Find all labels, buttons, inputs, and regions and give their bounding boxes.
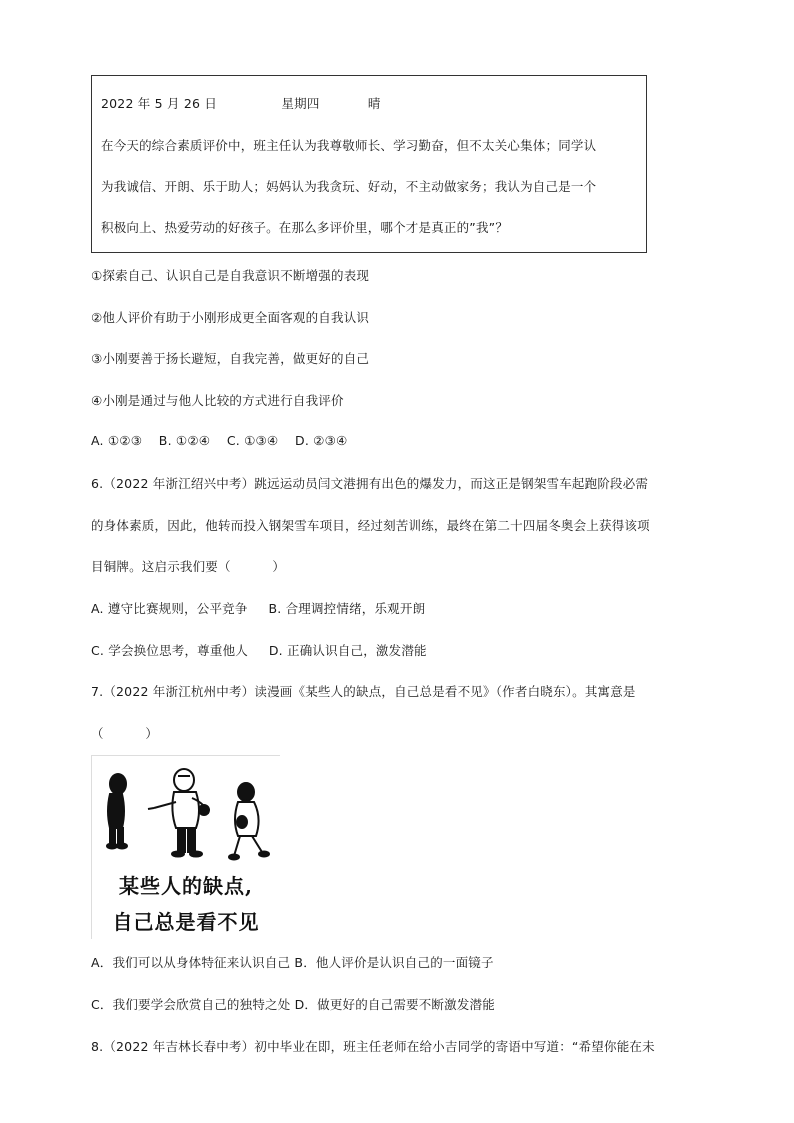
q6-options-ab: A. 遵守比赛规则，公平竞争 B. 合理调控情绪，乐观开朗 xyxy=(91,601,426,616)
cartoon-caption-line-1: 某些人的缺点, xyxy=(119,874,253,898)
q7-options-ab: A．我们可以从身体特征来认识自己 B．他人评价是认识自己的一面镜子 xyxy=(91,955,494,970)
diary-date: 2022 年 5 月 26 日 xyxy=(101,96,218,111)
q7-options-cd: C．我们要学会欣赏自己的独特之处 D．做更好的自己需要不断激发潜能 xyxy=(91,997,495,1012)
q5-statement-2: ②他人评价有助于小刚形成更全面客观的自我认识 xyxy=(91,310,370,325)
q5-statement-3: ③小刚要善于扬长避短，自我完善，做更好的自己 xyxy=(91,351,370,366)
q6-options-cd: C. 学会换位思考，尊重他人 D. 正确认识自己，激发潜能 xyxy=(91,643,427,658)
cartoon-image xyxy=(91,755,280,939)
q5-statement-4: ④小刚是通过与他人比较的方式进行自我评价 xyxy=(91,393,344,408)
q6-line-1: 6.（2022 年浙江绍兴中考）跳远运动员闫文港拥有出色的爆发力，而这正是钢架雪车起跑阶段必需 xyxy=(91,476,649,491)
diary-box xyxy=(91,75,647,253)
diary-weekday: 星期四 xyxy=(281,96,320,111)
left-figure xyxy=(107,774,127,849)
q7-line-2: （ ） xyxy=(91,726,159,741)
cartoon-caption-line-2: 自己总是看不见 xyxy=(112,910,260,934)
right-figure xyxy=(229,783,269,860)
q5-statement-1: ①探索自己、认识自己是自我意识不断增强的表现 xyxy=(91,268,370,283)
diary-line-3: 积极向上、热爱劳动的好孩子。在那么多评价里，哪个才是真正的”我”？ xyxy=(101,220,509,235)
q6-line-2: 的身体素质，因此，他转而投入钢架雪车项目，经过刻苦训练，最终在第二十四届冬奥会上获得该项 xyxy=(91,518,650,533)
diary-weather: 晴 xyxy=(367,96,381,111)
q6-line-3: 目铜牌。这启示我们要（ ） xyxy=(91,559,286,574)
q8-line-1: 8.（2022 年吉林长春中考）初中毕业在即，班主任老师在给小吉同学的寄语中写道：“希望你能在未 xyxy=(91,1039,655,1054)
middle-figure xyxy=(148,769,209,857)
diary-header xyxy=(101,94,381,112)
diary-line-1: 在今天的综合素质评价中，班主任认为我尊敬师长、学习勤奋，但不太关心集体；同学认 xyxy=(101,138,597,153)
cartoon-drawing xyxy=(92,756,280,866)
q7-line-1: 7.（2022 年浙江杭州中考）读漫画《某些人的缺点，自己总是看不见》（作者白晓东）。其寓意是 xyxy=(91,684,636,699)
q5-options: A. ①②③ B. ①②④ C. ①③④ D. ②③④ xyxy=(91,433,348,448)
diary-line-2: 为我诚信、开朗、乐于助人；妈妈认为我贪玩、好动，不主动做家务；我认为自己是一个 xyxy=(101,179,597,194)
